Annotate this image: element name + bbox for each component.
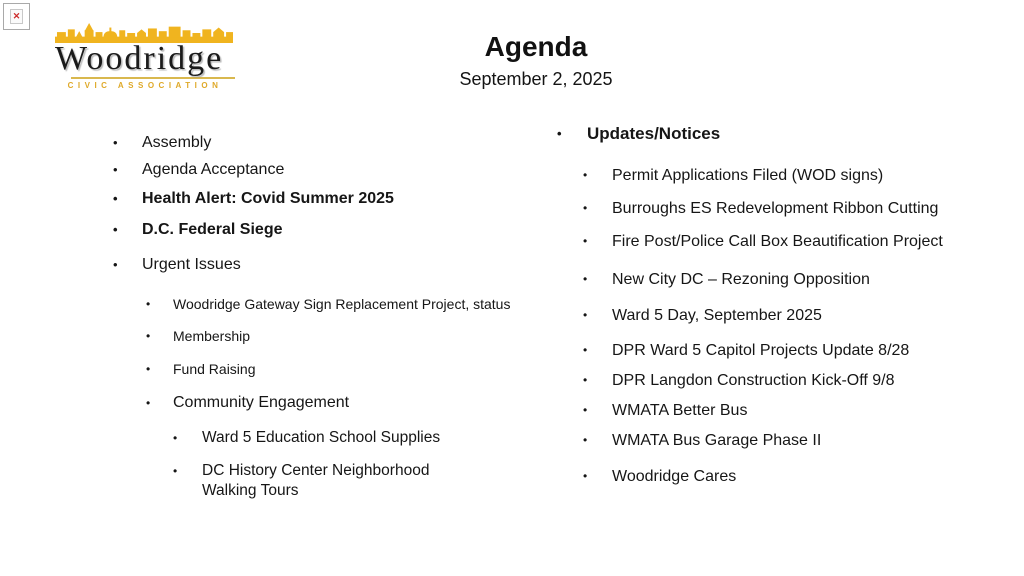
logo-wordmark: Woodridge xyxy=(55,40,224,77)
agenda-item-updates-notices: • Updates/Notices xyxy=(557,124,997,144)
logo-tagline: CIVIC ASSOCIATION xyxy=(67,81,223,90)
logo-underline xyxy=(71,77,235,79)
bullet-icon xyxy=(583,166,612,185)
agenda-item-membership: • Membership xyxy=(113,327,573,345)
bullet-icon xyxy=(113,133,142,153)
agenda-item-fund-raising: • Fund Raising xyxy=(113,360,573,378)
bullet-icon xyxy=(113,255,142,275)
page-title: Agenda xyxy=(484,31,588,62)
agenda-item-agenda-acceptance: • Agenda Acceptance xyxy=(113,160,573,180)
bullet-icon xyxy=(583,270,612,289)
agenda-item-new-city-dc-rezoning: • New City DC – Rezoning Opposition xyxy=(557,270,997,289)
agenda-item-ward5-school-supplies: • Ward 5 Education School Supplies xyxy=(113,428,573,448)
agenda-item-community-engagement: • Community Engagement xyxy=(113,393,573,413)
bullet-icon xyxy=(583,467,612,486)
agenda-item-gateway-sign: • Woodridge Gateway Sign Replacement Project, status xyxy=(113,295,573,313)
broken-image-icon xyxy=(3,3,30,30)
bullet-icon xyxy=(583,341,612,360)
agenda-item-call-box-beautification: • Fire Post/Police Call Box Beautification Project xyxy=(557,232,997,251)
woodridge-logo xyxy=(55,23,235,90)
agenda-item-dpr-ward5-capitol-projects: • DPR Ward 5 Capitol Projects Update 8/28 xyxy=(557,341,997,360)
bullet-icon xyxy=(583,306,612,325)
bullet-icon xyxy=(113,160,142,180)
agenda-item-health-alert: • Health Alert: Covid Summer 2025 xyxy=(113,189,573,209)
agenda-item-urgent-issues: • Urgent Issues xyxy=(113,255,573,275)
agenda-item-dpr-langdon-kickoff: • DPR Langdon Construction Kick-Off 9/8 xyxy=(557,371,997,390)
bullet-icon xyxy=(146,295,173,313)
agenda-item-burroughs-ribbon-cutting: • Burroughs ES Redevelopment Ribbon Cutting xyxy=(557,199,997,218)
agenda-item-dc-federal-siege: • D.C. Federal Siege xyxy=(113,220,573,240)
bullet-icon xyxy=(146,360,173,378)
bullet-icon xyxy=(173,428,202,448)
bullet-icon xyxy=(113,189,142,209)
agenda-list-right xyxy=(557,124,997,486)
agenda-item-woodridge-cares: • Woodridge Cares xyxy=(557,467,997,486)
bullet-icon xyxy=(583,401,612,420)
bullet-icon xyxy=(583,431,612,450)
bullet-icon xyxy=(173,461,202,481)
agenda-item-ward5-day: • Ward 5 Day, September 2025 xyxy=(557,306,997,325)
slide-date: September 2, 2025 xyxy=(459,69,613,89)
agenda-item-dc-history-walking-tours: • DC History Center Neighborhood Walking Tours xyxy=(113,461,573,501)
bullet-icon xyxy=(146,327,173,345)
agenda-list-left xyxy=(113,133,573,501)
red-x-icon: ✕ xyxy=(12,11,21,21)
bullet-icon xyxy=(113,220,142,240)
agenda-item-wmata-bus-garage: • WMATA Bus Garage Phase II xyxy=(557,431,997,450)
bullet-icon xyxy=(583,371,612,390)
agenda-item-assembly: • Assembly xyxy=(113,133,573,153)
bullet-icon xyxy=(583,232,612,251)
bullet-icon xyxy=(583,199,612,218)
broken-image-inner-box xyxy=(10,9,23,24)
agenda-item-wmata-better-bus: • WMATA Better Bus xyxy=(557,401,997,420)
slide-header xyxy=(286,30,786,90)
bullet-icon xyxy=(146,393,173,413)
bullet-icon xyxy=(557,124,587,144)
agenda-item-permit-applications: • Permit Applications Filed (WOD signs) xyxy=(557,166,997,185)
